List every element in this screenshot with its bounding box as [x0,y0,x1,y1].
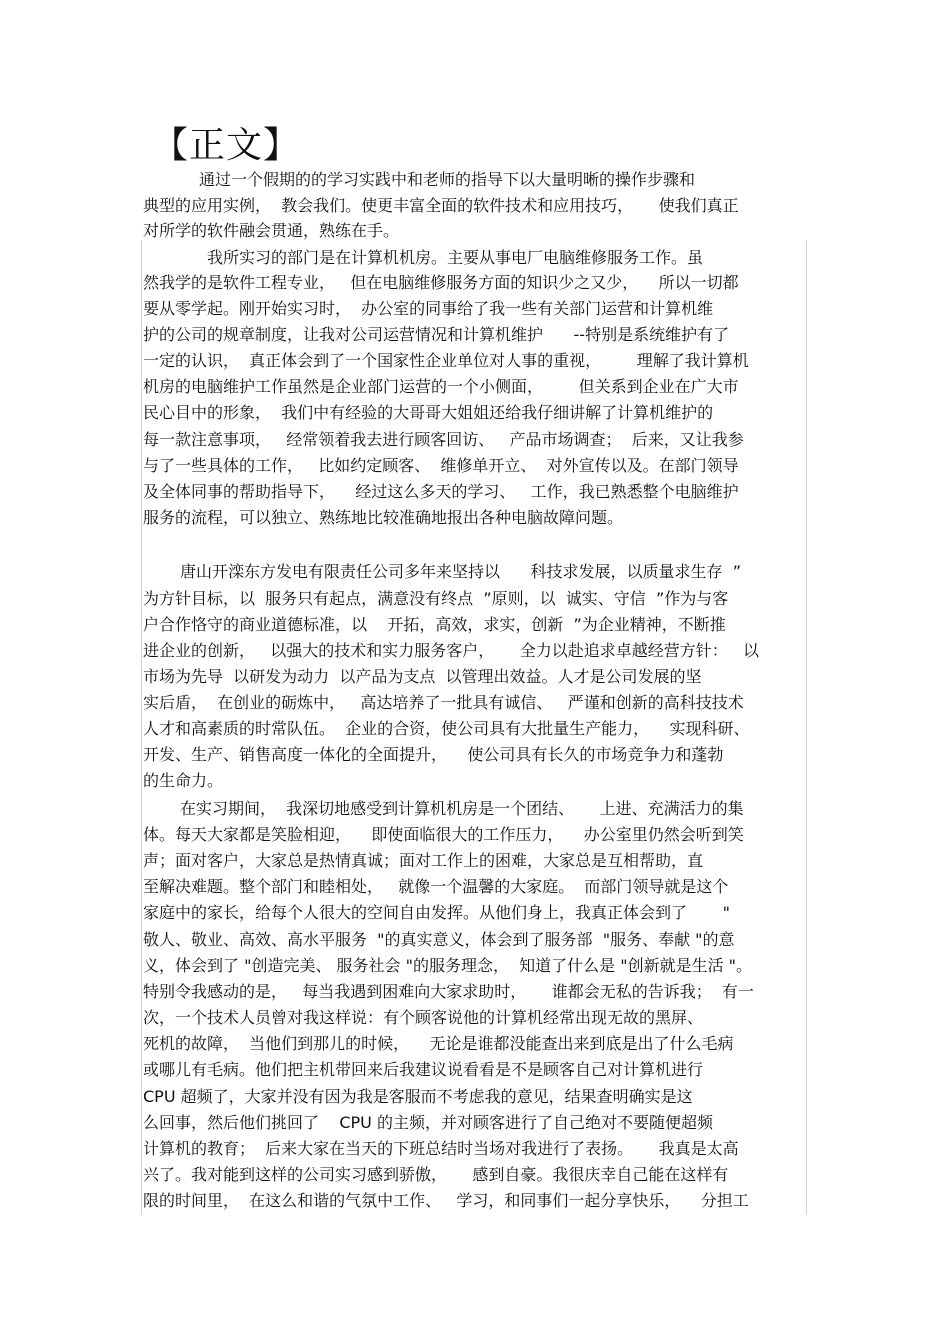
text-line: 服务的流程，可以独立、熟练地比较准确地报出各种电脑故障问题。 [143,508,624,527]
text-line: 通过一个假期的的学习实践中和老师的指导下以大量明晰的操作步骤和 [199,170,696,189]
text-line: 市场为先导 以研发为动力 以产品为支点 以管理出效益。人才是公司发展的坚 [143,667,702,686]
text-line: 每一款注意事项， 经常领着我去进行顾客回访、 产品市场调查； 后来，又让我参 [143,430,744,449]
text-line: 护的公司的规章制度，让我对公司运营情况和计算机维护 --特别是系统维护有了 [143,325,730,344]
text-line: 特别令我感动的是， 每当我遇到困难向大家求助时， 谁都会无私的告诉我； 有一 [143,982,754,1001]
text-line: 开发、生产、销售高度一体化的全面提升， 使公司具有长久的市场竞争力和蓬勃 [143,745,724,764]
document-heading: 【正文】 [152,125,301,166]
text-line: 民心目中的形象， 我们中有经验的大哥哥大姐姐还给我仔细讲解了计算机维护的 [143,403,714,422]
text-line: 对所学的软件融会贯通，熟练在手。 [143,221,400,240]
text-line: 义，体会到了 "创造完美、 服务社会 "的服务理念， 知道了什么是 "创新就是生活 "。 [143,956,753,975]
text-line: 户合作恪守的商业道德标准，以 开拓，高效，求实，创新 ”为企业精神，不断推 [143,615,726,634]
text-line: 体。每天大家都是笑脸相迎， 即使面临很大的工作压力， 办公室里仍然会听到笑 [143,825,744,844]
text-line: 家庭中的家长，给每个人很大的空间自由发挥。从他们身上，我真正体会到了 " [143,903,730,922]
text-line: 兴了。我对能到这样的公司实习感到骄傲， 感到自豪。我很庆幸自己能在这样有 [143,1165,729,1184]
text-line: 我所实习的部门是在计算机机房。主要从事电厂电脑维修服务工作。虽 [207,248,704,267]
text-line: 声；面对客户，大家总是热情真诚；面对工作上的困难，大家总是互相帮助，直 [143,851,704,870]
text-line: 计算机的教育； 后来大家在当天的下班总结时当场对我进行了表扬。 我真是太高 [143,1139,739,1158]
text-line: 敬人、敬业、高效、高水平服务 "的真实意义，体会到了服务部 "服务、奉献 "的意 [143,930,735,949]
text-line: 在实习期间， 我深切地感受到计算机机房是一个团结、 上进、充满活力的集 [180,799,744,818]
text-line: 要从零学起。刚开始实习时， 办公室的同事给了我一些有关部门运营和计算机维 [143,299,714,318]
text-line: 典型的应用实例， 教会我们。使更丰富全面的软件技术和应用技巧， 使我们真正 [143,196,739,215]
text-line: 进企业的创新， 以强大的技术和实力服务客户， 全力以赴追求卓越经营方针： 以 [143,641,759,660]
text-line: 与了一些具体的工作， 比如约定顾客、 维修单开立、 对外宣传以及。在部门领导 [143,456,739,475]
text-line: 人才和高素质的时常队伍。 企业的合资，使公司具有大批量生产能力， 实现科研、 [143,719,750,738]
text-line: 然我学的是软件工程专业， 但在电脑维修服务方面的知识少之又少， 所以一切都 [143,273,739,292]
text-line: 么回事，然后他们挑回了 CPU 的主频，并对顾客进行了自己绝对不要随便超频 [143,1113,713,1132]
text-line: 一定的认识， 真正体会到了一个国家性企业单位对人事的重视， 理解了我计算机 [143,351,749,370]
text-line: 限的时间里， 在这么和谐的气氛中工作、 学习，和同事们一起分享快乐， 分担工 [143,1191,749,1210]
text-line: 实后盾， 在创业的砺炼中， 高达培养了一批具有诚信、 严谨和创新的高科技技术 [143,693,744,712]
text-line: 唐山开滦东方发电有限责任公司多年来坚持以 科技求发展，以质量求生存 ” [180,562,741,581]
text-line: 为方针目标，以 服务只有起点，满意没有终点 ”原则，以 诚实、守信 ”作为与客 [143,589,729,608]
text-line: 死机的故障， 当他们到那儿的时候， 无论是谁都没能查出来到底是出了什么毛病 [143,1034,734,1053]
text-line: 次，一个技术人员曾对我这样说：有个顾客说他的计算机经常出现无故的黑屏、 [143,1008,704,1027]
text-line: 至解决难题。整个部门和睦相处， 就像一个温馨的大家庭。 而部门领导就是这个 [143,877,729,896]
text-line: CPU 超频了，大家并没有因为我是客服而不考虑我的意见，结果查明确实是这 [143,1087,693,1106]
text-line: 的生命力。 [143,771,224,790]
text-line: 及全体同事的帮助指导下， 经过这么多天的学习、 工作，我已熟悉整个电脑维护 [143,482,739,501]
text-line: 机房的电脑维护工作虽然是企业部门运营的一个小侧面， 但关系到企业在广大市 [143,377,739,396]
text-line: 或哪儿有毛病。他们把主机带回来后我建议说看看是不是顾客自己对计算机进行 [143,1060,704,1079]
